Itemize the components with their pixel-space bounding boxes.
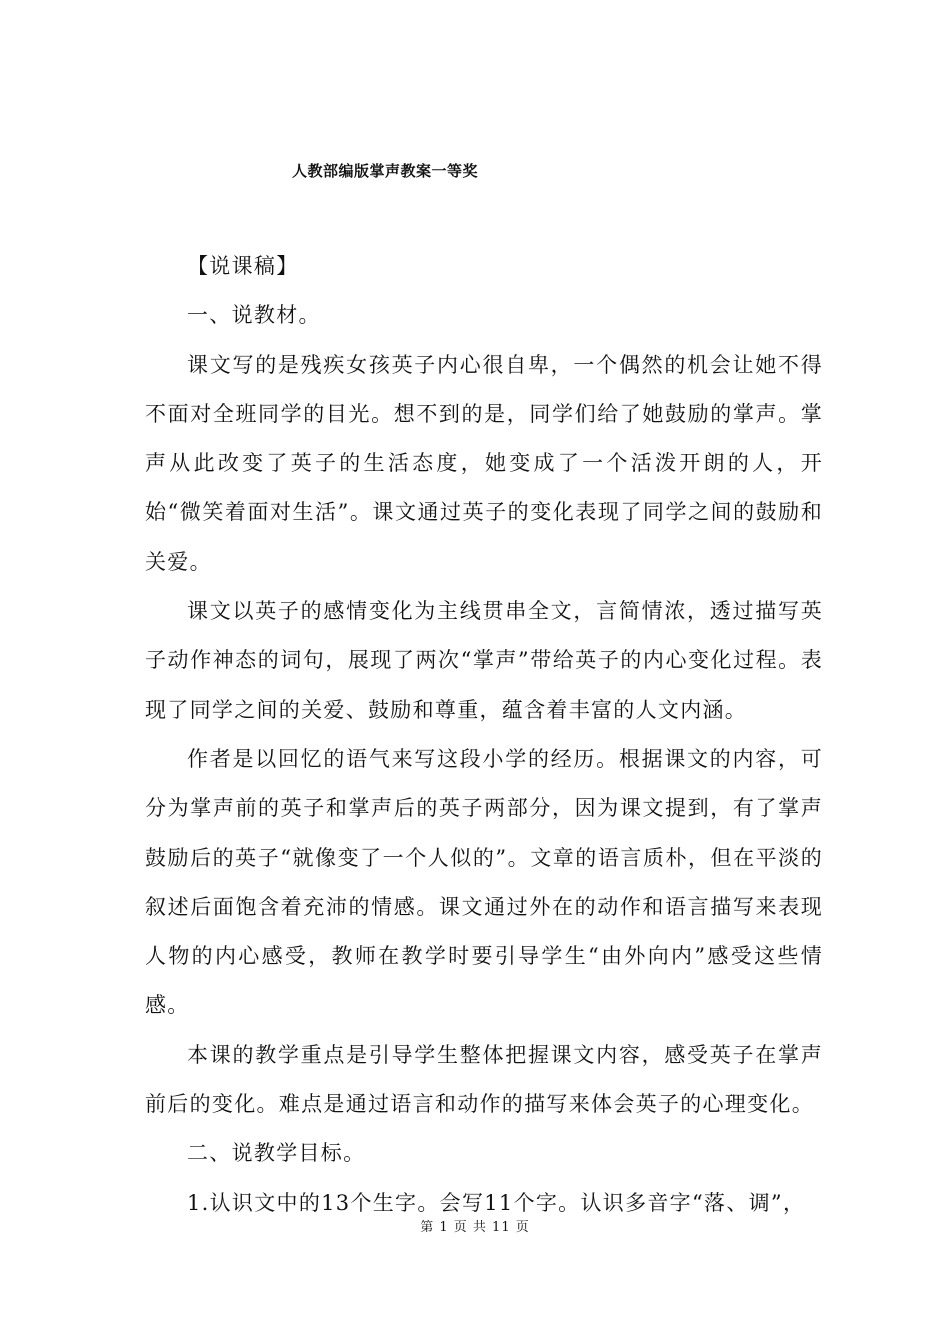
paragraph-emotional-thread: 课文以英子的感情变化为主线贯串全文，言简情浓，透过描写英子动作神态的词句，展现了两次“掌声”带给英子的内心变化过程。表现了同学之间的关爱、鼓励和尊重，蕴含着丰富的人文内涵。: [145, 599, 823, 722]
paragraph-text-summary: 课文写的是残疾女孩英子内心很自卑，一个偶然的机会让她不得不面对全班同学的目光。想不到的是，同学们给了她鼓励的掌声。掌声从此改变了英子的生活态度，她变成了一个活泼开朗的人，开始“微笑着面对生活”。课文通过英子的变化表现了同学之间的鼓励和关爱。: [145, 352, 823, 574]
page-footer: 第 1 页 共 11 页: [420, 1220, 530, 1235]
document-title: 人教部编版掌声教案一等奖: [292, 162, 479, 180]
paragraph-teaching-focus: 本课的教学重点是引导学生整体把握课文内容，感受英子在掌声前后的变化。难点是通过语言和动作的描写来体会英子的心理变化。: [145, 1042, 823, 1117]
document-body: [145, 242, 823, 1228]
section-heading-objectives: 二、说教学目标。: [187, 1141, 366, 1166]
section-heading-textbook: 一、说教材。: [187, 303, 321, 328]
objective-item-1: 1.认识文中的13个生字。会写11个字。认识多音字“落、调”，: [187, 1190, 806, 1215]
paragraph-author-perspective: 作者是以回忆的语气来写这段小学的经历。根据课文的内容，可分为掌声前的英子和掌声后的英子两部分，因为课文提到，有了掌声鼓励后的英子“就像变了一个人似的”。文章的语言质朴，但在平淡的叙述后面饱含着充沛的情感。课文通过外在的动作和语言描写来表现人物的内心感受，教师在教学时要引导学生“由外向内”感受这些情感。: [145, 746, 823, 1018]
section-label-lesson-talk: 【说课稿】: [187, 254, 299, 278]
